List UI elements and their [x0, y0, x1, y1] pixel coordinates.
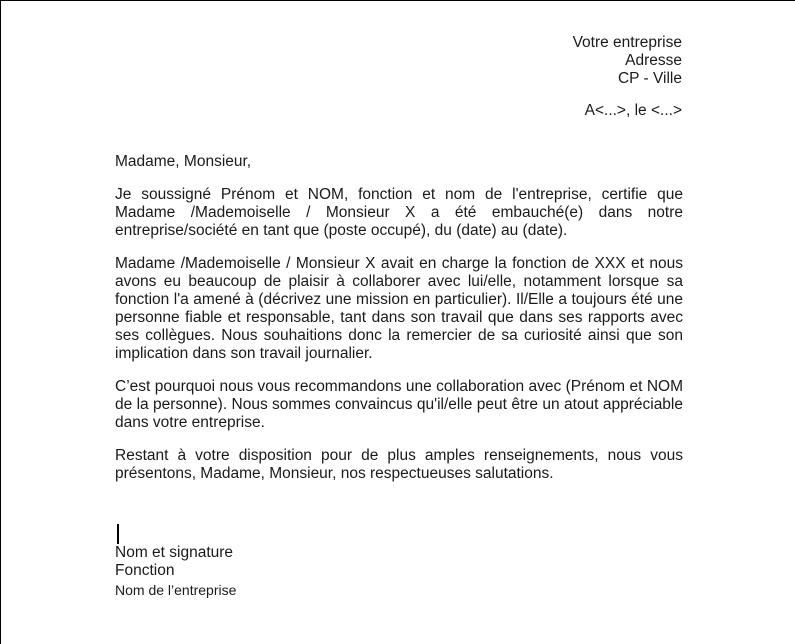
sender-city: CP - Ville: [617, 70, 682, 87]
signature-block: [115, 544, 236, 599]
paragraph-introduction: Je soussigné Prénom et NOM, fonction et nom de l'entreprise, certifie que Madame /Mademoiselle / Monsieur X a été embauché(e) dans notre entreprise/société en tant que (poste occupé), du (date) au (date).: [115, 186, 683, 239]
salutation: Madame, Monsieur,: [115, 153, 252, 170]
signature-company-line: Nom de l’entreprise: [115, 582, 237, 598]
paragraph-closing: Restant à votre disposition pour de plus amples renseignements, nous vous présentons, Madame, Monsieur, nos respectueuses salutations.: [115, 447, 683, 482]
letter-body: [115, 153, 683, 498]
paragraph-appreciation: Madame /Mademoiselle / Monsieur X avait en charge la fonction de XXX et nous avons eu beaucoup de plaisir à collaborer avec lui/elle, notamment lorsque sa fonction l'a amené à (décrivez une mission en particulier). Il/Elle a toujours été une personne fiable et responsable, tant dans son travail que dans ses rapports avec ses collègues. Nous souhaitions donc la remercier de sa curiosité ainsi que son implication dans son travail journalier.: [115, 255, 683, 362]
signature-function-line: Fonction: [115, 562, 175, 579]
paragraph-recommendation: C’est pourquoi nous vous recommandons une collaboration avec (Prénom et NOM de la personne). Nous sommes convaincus qu'il/elle peut être un atout appréciable dans votre entreprise.: [115, 378, 683, 431]
sender-address-block: [573, 34, 682, 88]
text-caret: [117, 524, 119, 544]
place-date-line: A<...>, le <...>: [584, 102, 682, 119]
signature-name-line: Nom et signature: [115, 544, 234, 561]
sender-address: Adresse: [625, 52, 682, 69]
sender-company: Votre entreprise: [572, 34, 682, 51]
